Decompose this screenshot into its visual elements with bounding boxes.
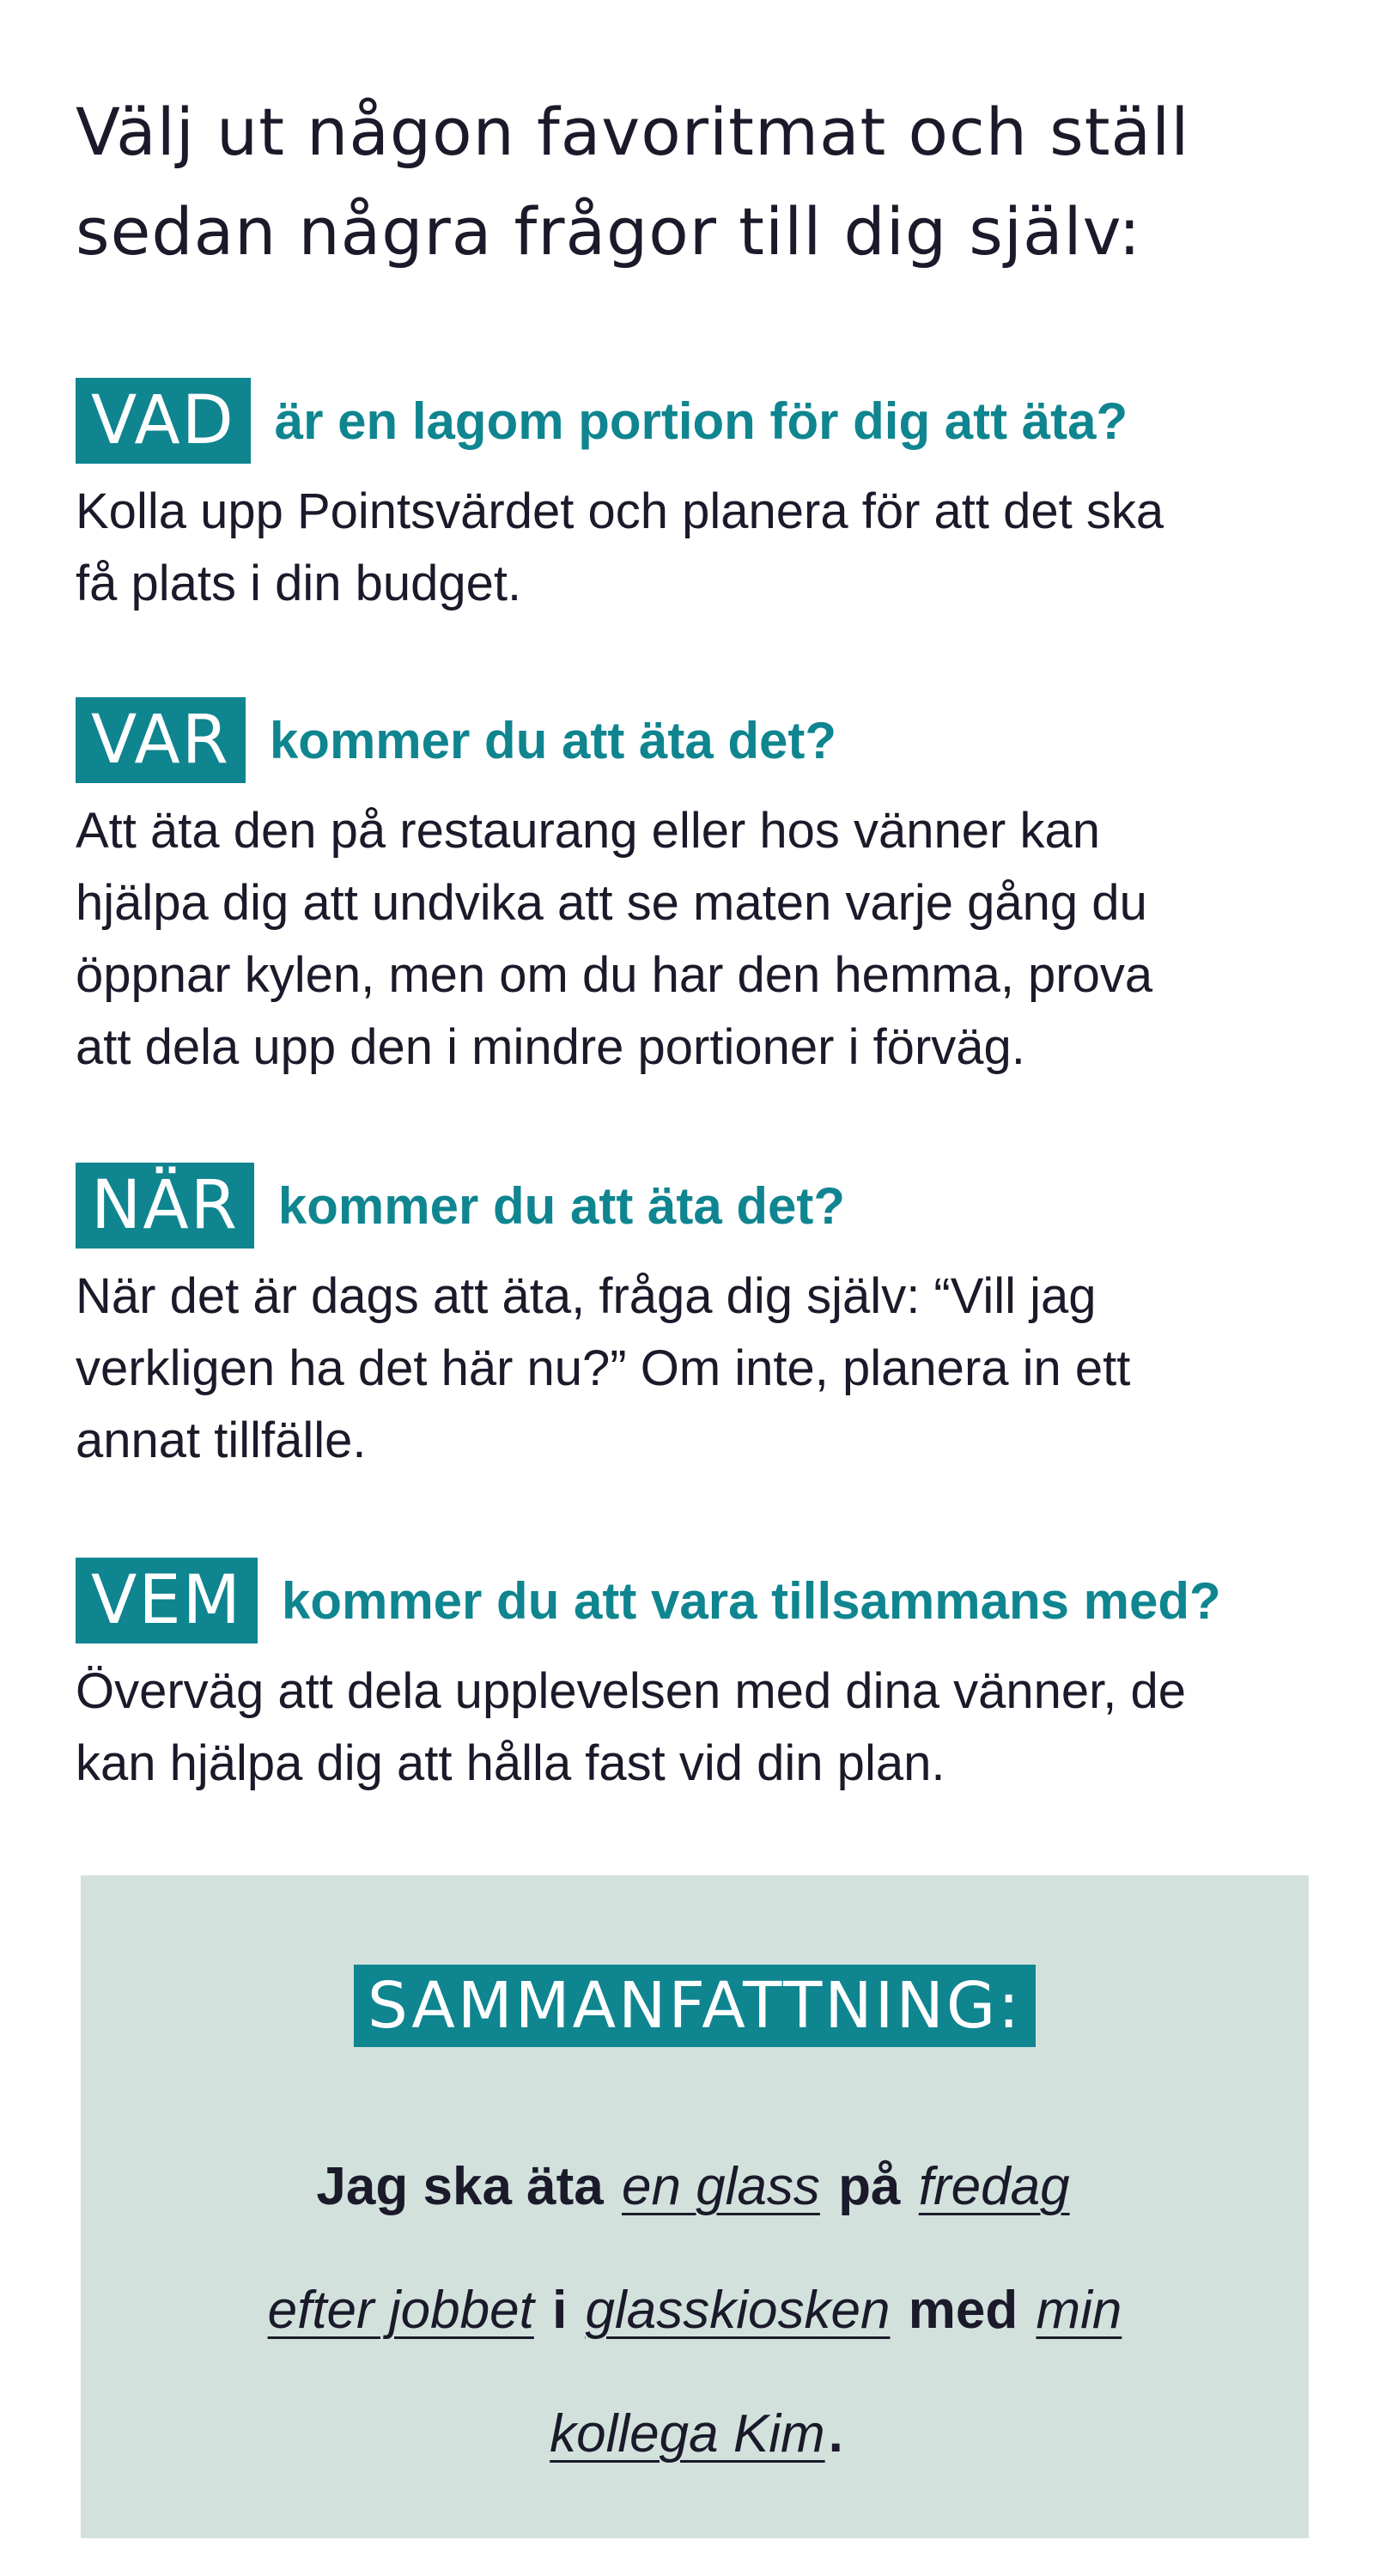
body-line: När det är dags att äta, fråga dig själv: “Vill jag <box>76 1268 1097 1324</box>
section-nar <box>76 1163 1312 1477</box>
body-line: få plats i din budget. <box>76 556 522 611</box>
blank-who-1: min <box>1036 2281 1122 2340</box>
summary-title-wrap <box>81 1965 1309 2047</box>
blank-what: en glass <box>622 2157 820 2216</box>
blank-who-2: kollega Kim <box>550 2404 825 2464</box>
blank-when-1: fredag <box>918 2157 1070 2216</box>
body-line: annat tillfälle. <box>76 1413 367 1468</box>
body-line: Att äta den på restaurang eller hos vänner kan <box>76 803 1100 859</box>
question-text: kommer du att äta det? <box>277 1176 846 1235</box>
tag-badge: NÄR <box>76 1163 254 1249</box>
body-line: Överväg att dela upplevelsen med dina vänner, de <box>76 1663 1186 1719</box>
section-var <box>76 697 1312 1084</box>
summary-title: SAMMANFATTNING: <box>354 1965 1036 2047</box>
body-line: Kolla upp Pointsvärdet och planera för att det ska <box>76 483 1164 539</box>
blank-when-2: efter jobbet <box>267 2281 534 2340</box>
tag-badge: VEM <box>76 1558 258 1643</box>
question-line <box>76 697 1312 783</box>
summary-line-3 <box>81 2396 1309 2473</box>
summary-box <box>81 1875 1309 2538</box>
section-body <box>76 1261 1312 1477</box>
intro-line-2: sedan några frågor till dig själv: <box>76 193 1142 270</box>
intro-line-1: Välj ut någon favoritmat och ställ <box>76 94 1190 170</box>
summary-word-when: på <box>838 2157 901 2216</box>
tag-badge: VAD <box>76 378 251 464</box>
section-body <box>76 476 1312 620</box>
section-vad <box>76 378 1312 620</box>
summary-line-2 <box>81 2272 1309 2349</box>
summary-end: . <box>828 2404 843 2464</box>
blank-where: glasskiosken <box>585 2281 891 2340</box>
summary-word-with: med <box>908 2281 1018 2340</box>
question-text: kommer du att äta det? <box>269 711 837 769</box>
body-line: hjälpa dig att undvika att se maten varje gång du <box>76 875 1147 931</box>
section-body <box>76 1656 1312 1800</box>
question-line <box>76 1163 1312 1249</box>
tag-badge: VAR <box>76 697 246 783</box>
question-text: kommer du att vara tillsammans med? <box>281 1571 1221 1630</box>
question-line <box>76 378 1312 464</box>
summary-prefix: Jag ska äta <box>316 2157 604 2216</box>
body-line: öppnar kylen, men om du har den hemma, prova <box>76 947 1153 1003</box>
question-text: är en lagom portion för dig att äta? <box>274 392 1128 450</box>
section-body <box>76 795 1312 1084</box>
section-vem <box>76 1558 1312 1800</box>
question-line <box>76 1558 1312 1643</box>
summary-line-1 <box>81 2148 1309 2226</box>
summary-word-where: i <box>552 2281 568 2340</box>
body-line: verkligen ha det här nu?” Om inte, planera in ett <box>76 1340 1131 1396</box>
body-line: att dela upp den i mindre portioner i förväg. <box>76 1019 1025 1075</box>
body-line: kan hjälpa dig att hålla fast vid din plan. <box>76 1735 945 1791</box>
intro-heading <box>76 82 1312 282</box>
